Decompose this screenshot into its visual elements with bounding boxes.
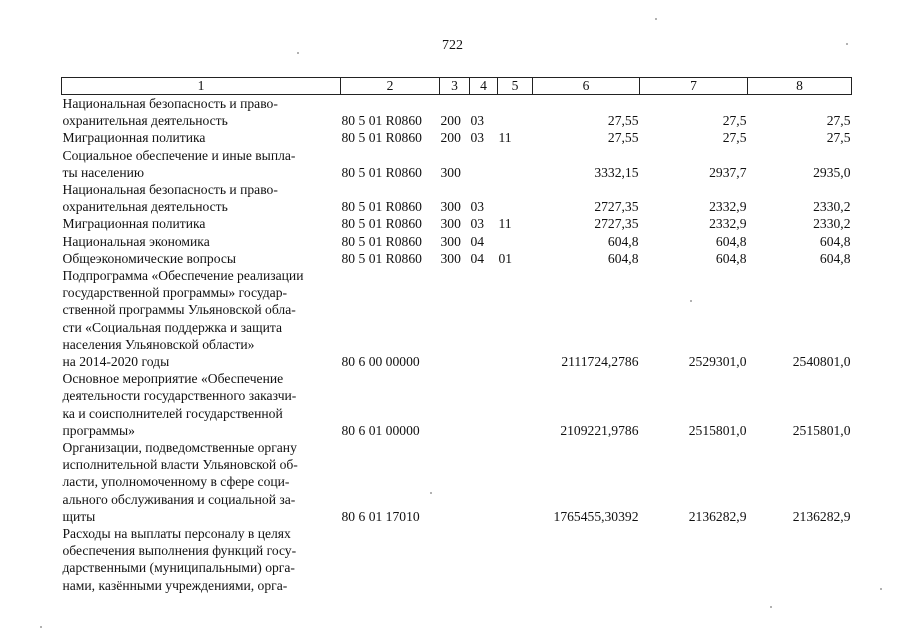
row-name-line: деятельности государственного заказчи- <box>62 388 297 404</box>
expense-type-cell: 200 <box>440 113 461 129</box>
scan-speck <box>297 52 299 54</box>
subsection-cell <box>498 439 533 525</box>
subsection-cell: 11 <box>498 130 512 146</box>
column-header: 4 <box>470 78 498 95</box>
section-cell <box>470 439 498 525</box>
table-row <box>62 370 852 439</box>
value-col7-cell: 2937,7 <box>709 164 747 180</box>
scan-speck <box>770 606 772 608</box>
value-col6-cell: 27,55 <box>607 113 639 129</box>
column-header-row <box>62 78 852 95</box>
row-name-line: на 2014-2020 годы <box>62 354 170 370</box>
row-name-line: обеспечения выполнения функций госу- <box>62 543 297 559</box>
code-cell: 80 5 01 R0860 <box>341 164 422 180</box>
expense-type-cell: 300 <box>440 199 461 215</box>
row-name-cell <box>62 250 341 267</box>
column-header: 8 <box>748 78 852 95</box>
row-name-line: ка и соисполнителей государственной <box>62 405 283 421</box>
value-col6-cell: 3332,15 <box>594 164 639 180</box>
column-header: 6 <box>533 78 640 95</box>
expense-type-cell <box>440 370 470 439</box>
value-col8-cell: 604,8 <box>819 250 851 266</box>
section-cell: 04 <box>470 233 485 249</box>
section-cell <box>470 147 498 181</box>
value-col7-cell: 2332,9 <box>709 199 747 215</box>
value-col8-cell: 2540801,0 <box>792 354 851 370</box>
value-col8-cell: 2330,2 <box>813 199 851 215</box>
value-col7-cell: 604,8 <box>715 250 747 266</box>
table-row <box>62 95 852 130</box>
row-name-line: Общеэкономические вопросы <box>62 250 237 266</box>
value-col8-cell: 2330,2 <box>813 216 851 232</box>
row-name-cell <box>62 95 341 130</box>
table-row <box>62 525 852 594</box>
row-name-cell <box>62 215 341 232</box>
value-col7-cell: 2515801,0 <box>688 422 747 438</box>
value-col7-cell <box>640 525 748 594</box>
value-col6-cell <box>533 525 640 594</box>
code-cell: 80 5 01 R0860 <box>341 113 422 129</box>
row-name-line: ственной программы Ульяновской обла- <box>62 302 296 318</box>
value-col6-cell: 604,8 <box>607 233 639 249</box>
section-cell <box>470 370 498 439</box>
section-cell: 03 <box>470 113 485 129</box>
table-row <box>62 147 852 181</box>
value-col7-cell: 27,5 <box>722 130 747 146</box>
scan-speck <box>655 18 657 20</box>
row-name-cell <box>62 267 341 370</box>
value-col7-cell: 2529301,0 <box>688 354 747 370</box>
value-col8-cell: 604,8 <box>819 233 851 249</box>
section-cell: 03 <box>470 199 485 215</box>
row-name-line: программы» <box>62 422 135 438</box>
row-name-line: Национальная безопасность и право- <box>62 182 278 198</box>
value-col6-cell: 1765455,30392 <box>553 508 639 524</box>
expense-type-cell: 300 <box>440 164 461 180</box>
row-name-line: щиты <box>62 508 96 524</box>
value-col7-cell: 27,5 <box>722 113 747 129</box>
row-name-line: Подпрограмма «Обеспечение реализации <box>62 268 304 284</box>
row-name-line: Миграционная политика <box>62 216 206 232</box>
code-cell: 80 5 01 R0860 <box>341 233 422 249</box>
row-name-cell <box>62 525 341 594</box>
column-header: 5 <box>498 78 533 95</box>
section-cell <box>470 525 498 594</box>
code-cell: 80 6 00 00000 <box>341 354 420 370</box>
scan-speck <box>846 43 848 45</box>
row-name-cell <box>62 233 341 250</box>
table-row <box>62 181 852 215</box>
row-name-line: Миграционная политика <box>62 130 206 146</box>
scan-speck <box>880 588 882 590</box>
column-header: 2 <box>341 78 440 95</box>
subsection-cell: 11 <box>498 216 512 232</box>
value-col6-cell: 2727,35 <box>594 216 639 232</box>
row-name-line: государственной программы» государ- <box>62 285 288 301</box>
row-name-line: Социальное обеспечение и иные выпла- <box>62 147 296 163</box>
scan-speck <box>690 300 692 302</box>
expense-type-cell: 200 <box>440 130 461 146</box>
row-name-cell <box>62 147 341 181</box>
row-name-line: охранительная деятельность <box>62 199 228 215</box>
code-cell: 80 6 01 17010 <box>341 508 420 524</box>
value-col8-cell: 27,5 <box>826 130 851 146</box>
value-col8-cell: 2935,0 <box>813 164 851 180</box>
value-col6-cell: 2109221,9786 <box>560 422 639 438</box>
expense-type-cell: 300 <box>440 233 461 249</box>
row-name-line: охранительная деятельность <box>62 113 228 129</box>
value-col8-cell: 2515801,0 <box>792 422 851 438</box>
section-cell: 03 <box>470 130 485 146</box>
row-name-cell <box>62 439 341 525</box>
code-cell: 80 5 01 R0860 <box>341 250 422 266</box>
row-name-line: Основное мероприятие «Обеспечение <box>62 371 284 387</box>
expense-type-cell <box>440 267 470 370</box>
table-body <box>62 95 852 594</box>
subsection-cell <box>498 147 533 181</box>
table-row <box>62 439 852 525</box>
code-cell: 80 6 01 00000 <box>341 422 420 438</box>
row-name-line: ального обслуживания и социальной за- <box>62 491 296 507</box>
row-name-line: сти «Социальная поддержка и защита <box>62 319 282 335</box>
value-col8-cell: 2136282,9 <box>792 508 851 524</box>
column-header: 1 <box>62 78 341 95</box>
code-cell: 80 5 01 R0860 <box>341 130 422 146</box>
subsection-cell <box>498 95 533 130</box>
value-col6-cell: 2111724,2786 <box>561 354 639 370</box>
code-cell: 80 5 01 R0860 <box>341 199 422 215</box>
row-name-line: Национальная экономика <box>62 233 210 249</box>
code-cell: 80 5 01 R0860 <box>341 216 422 232</box>
row-name-line: нами, казёнными учреждениями, орга- <box>62 577 288 593</box>
value-col7-cell: 604,8 <box>715 233 747 249</box>
table-row <box>62 215 852 232</box>
row-name-cell <box>62 181 341 215</box>
row-name-line: Расходы на выплаты персоналу в целях <box>62 526 291 542</box>
subsection-cell <box>498 525 533 594</box>
subsection-cell <box>498 233 533 250</box>
row-name-line: ласти, уполномоченному в сфере соци- <box>62 474 290 490</box>
subsection-cell <box>498 370 533 439</box>
subsection-cell <box>498 181 533 215</box>
value-col7-cell: 2332,9 <box>709 216 747 232</box>
section-cell <box>470 267 498 370</box>
row-name-cell <box>62 370 341 439</box>
scan-speck <box>430 492 432 494</box>
row-name-line: дарственными (муниципальными) орга- <box>62 560 295 576</box>
section-cell: 04 <box>470 250 485 266</box>
code-cell <box>341 525 440 594</box>
value-col6-cell: 2727,35 <box>594 199 639 215</box>
page-number: 722 <box>442 38 463 53</box>
expense-type-cell <box>440 525 470 594</box>
expense-type-cell: 300 <box>440 216 461 232</box>
table-row <box>62 267 852 370</box>
value-col6-cell: 27,55 <box>607 130 639 146</box>
row-name-line: населения Ульяновской области» <box>62 336 255 352</box>
section-cell: 03 <box>470 216 485 232</box>
expense-type-cell <box>440 439 470 525</box>
expense-type-cell: 300 <box>440 250 461 266</box>
column-header: 3 <box>440 78 470 95</box>
value-col6-cell: 604,8 <box>607 250 639 266</box>
row-name-line: Организации, подведомственные органу <box>62 440 297 456</box>
table-row <box>62 233 852 250</box>
subsection-cell: 01 <box>498 250 513 266</box>
value-col8-cell <box>748 525 852 594</box>
scan-speck <box>40 626 42 628</box>
row-name-cell <box>62 129 341 146</box>
budget-table <box>61 77 852 594</box>
table-row <box>62 129 852 146</box>
value-col7-cell: 2136282,9 <box>688 508 747 524</box>
row-name-line: Национальная безопасность и право- <box>62 96 278 111</box>
table-row <box>62 250 852 267</box>
column-header: 7 <box>640 78 748 95</box>
subsection-cell <box>498 267 533 370</box>
row-name-line: ты населению <box>62 164 145 180</box>
value-col8-cell: 27,5 <box>826 113 851 129</box>
row-name-line: исполнительной власти Ульяновской об- <box>62 457 298 473</box>
